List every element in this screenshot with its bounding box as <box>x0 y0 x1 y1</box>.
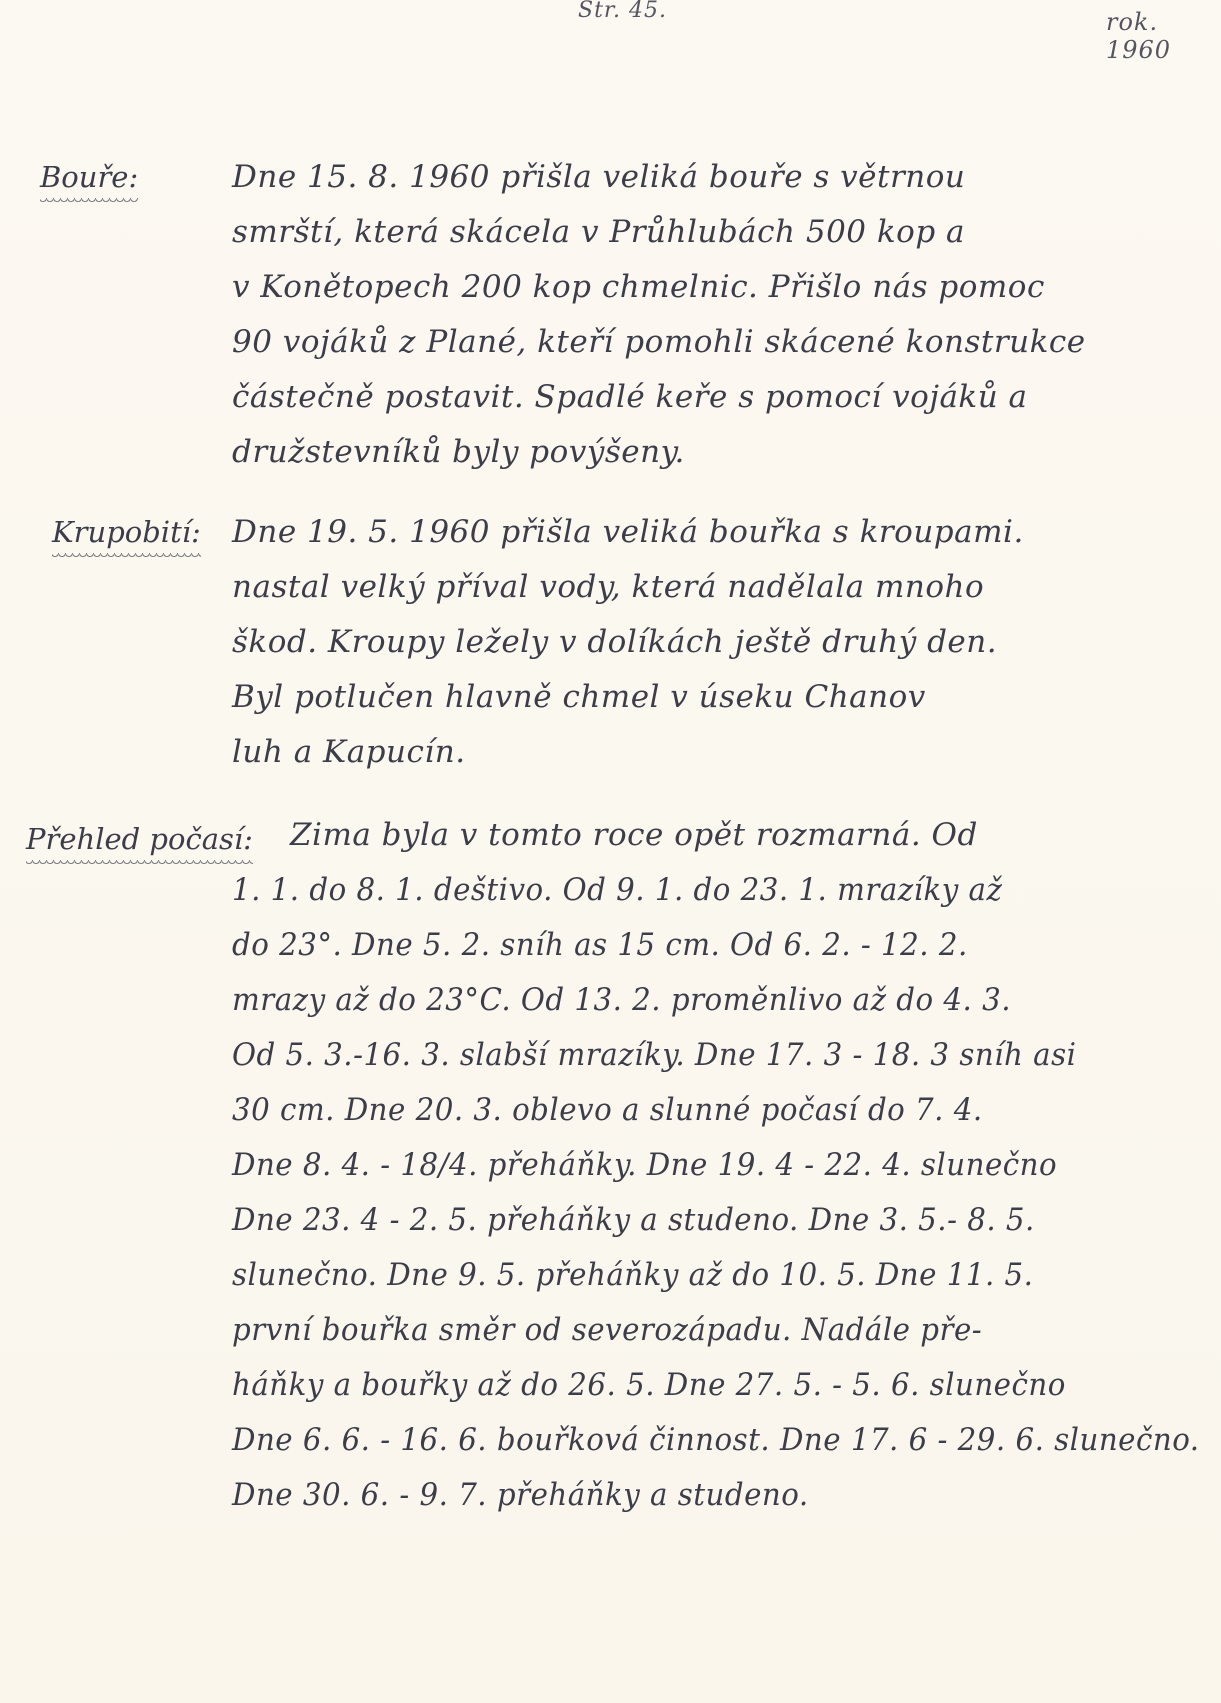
text-line: Byl potlučen hlavně chmel v úseku Chanov <box>232 679 926 715</box>
text-line: Od 5. 3.-16. 3. slabší mrazíky. Dne 17. 3 - 18. 3 sníh asi <box>232 1037 1077 1073</box>
section-body <box>232 505 1024 780</box>
text-line: nastal velký příval vody, která nadělala mnoho <box>232 569 985 605</box>
section-heading: Krupobití: <box>52 515 201 553</box>
text-line: slunečno. Dne 9. 5. přeháňky až do 10. 5. Dne 11. 5. <box>232 1257 1034 1293</box>
text-line: háňky a bouřky až do 26. 5. Dne 27. 5. - 5. 6. slunečno <box>232 1367 1066 1403</box>
text-line: Dne 23. 4 - 2. 5. přeháňky a studeno. Dne 3. 5.- 8. 5. <box>232 1202 1035 1238</box>
text-line: Dne 6. 6. - 16. 6. bouřková činnost. Dne 17. 6 - 29. 6. slunečno. <box>232 1422 1200 1458</box>
text-line: škod. Kroupy ležely v dolíkách ještě druhý den. <box>232 624 998 660</box>
text-line: Dne 8. 4. - 18/4. přeháňky. Dne 19. 4 - 22. 4. slunečno <box>232 1147 1058 1183</box>
text-line: do 23°. Dne 5. 2. sníh as 15 cm. Od 6. 2. - 12. 2. <box>232 927 968 963</box>
text-line: mrazy až do 23°C. Od 13. 2. proměnlivo až do 4. 3. <box>232 982 1011 1018</box>
text-line: smrští, která skácela v Průhlubách 500 kop a <box>232 214 966 250</box>
text-line: luh a Kapucín. <box>232 734 466 770</box>
section-heading: Přehled počasí: <box>26 822 253 860</box>
text-line: družstevníků byly povýšeny. <box>232 434 685 470</box>
text-line: částečně postavit. Spadlé keře s pomocí vojáků a <box>232 379 1028 415</box>
year-label: rok. 1960 <box>1106 8 1172 64</box>
text-line: první bouřka směr od severozápadu. Nadále pře- <box>232 1312 983 1348</box>
text-line: Dne 15. 8. 1960 přišla veliká bouře s větrnou <box>232 159 966 195</box>
page-number: Str. 45. <box>578 0 667 23</box>
section-body <box>232 863 1221 1523</box>
text-line: 90 vojáků z Plané, kteří pomohli skácené konstrukce <box>232 324 1086 360</box>
text-line: v Konětopech 200 kop chmelnic. Přišlo nás pomoc <box>232 269 1045 305</box>
text-line: Zima byla v tomto roce opět rozmarná. Od <box>290 817 978 853</box>
text-line: 30 cm. Dne 20. 3. oblevo a slunné počasí do 7. 4. <box>232 1092 983 1128</box>
section-heading: Bouře: <box>40 160 138 198</box>
text-line: 1. 1. do 8. 1. deštivo. Od 9. 1. do 23. 1. mrazíky až <box>232 872 1003 908</box>
text-line: Dne 30. 6. - 9. 7. přeháňky a studeno. <box>232 1477 809 1513</box>
section-body <box>232 150 1086 480</box>
text-line: Dne 19. 5. 1960 přišla veliká bouřka s kroupami. <box>232 514 1024 550</box>
